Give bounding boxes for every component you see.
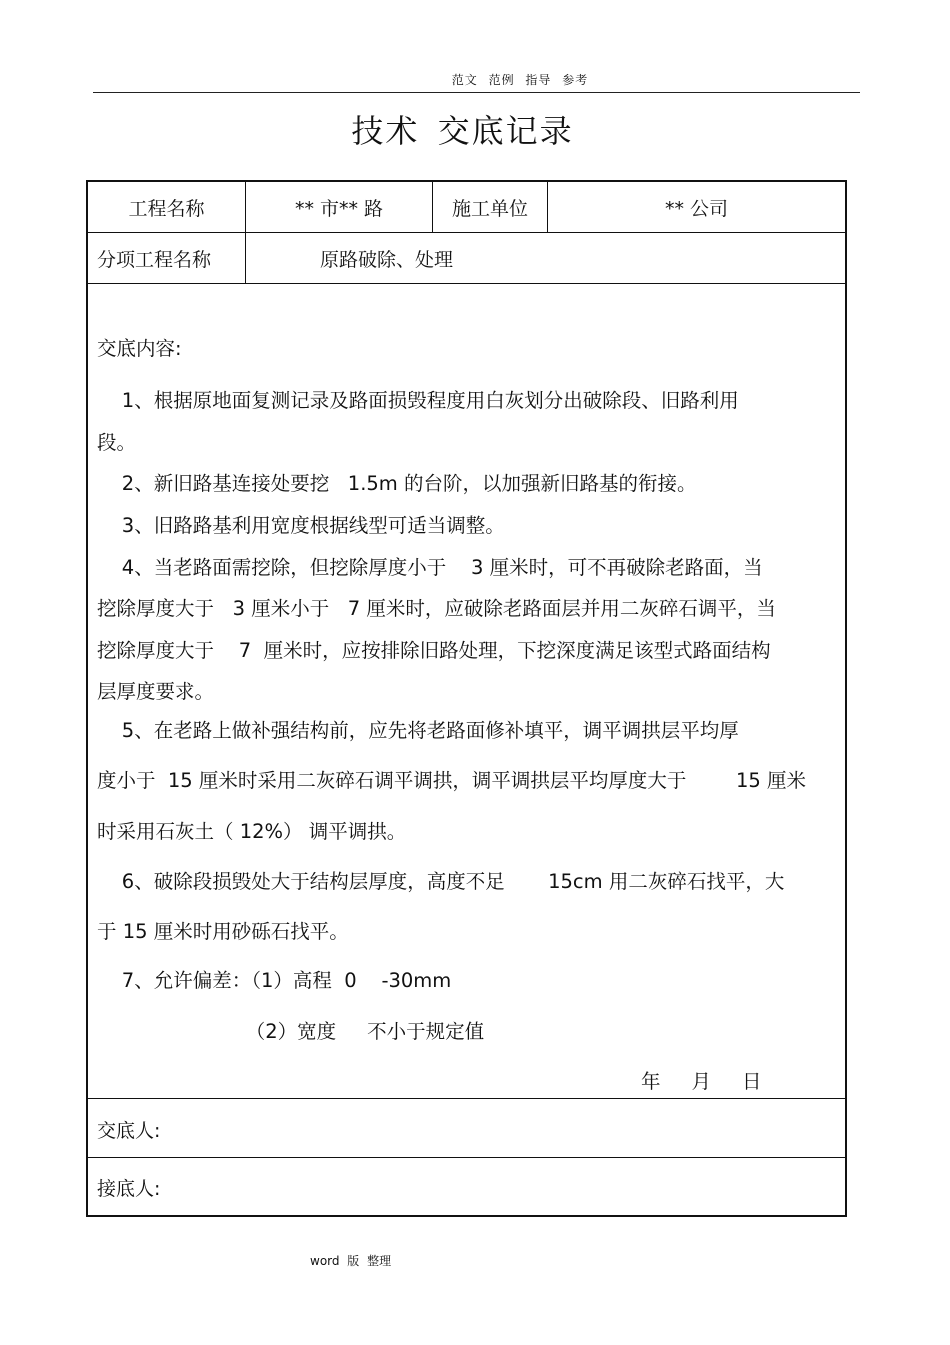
date-line: 年 月 日 [641,1070,762,1093]
row-divider [88,1098,845,1099]
document-title: 技术 交底记录 [351,112,574,150]
content-line: 层厚度要求。 [97,680,215,703]
header-divider [93,92,860,93]
construction-unit-label: 施工单位 [451,197,528,220]
divider [245,233,246,283]
sub-project-value: 原路破除、处理 [320,248,454,271]
content-line: 7、允许偏差：（1）高程 0 -30mm [97,969,452,992]
content-heading: 交底内容: [97,337,182,360]
receiver-label: 接底人: [97,1178,161,1200]
project-name-value: ** 市** 路 [294,197,384,220]
content-line: 5、在老路上做补强结构前，应先将老路面修补填平，调平调拱层平均厚 [97,719,739,742]
content-line: （2）宽度 不小于规定值 [97,1020,485,1043]
row-divider [88,1157,845,1158]
content-line: 1、根据原地面复测记录及路面损毁程度用白灰划分出破除段、旧路利用 [97,389,739,412]
content-line: 于 15 厘米时用砂砾石找平。 [97,920,349,943]
page-header: 范文 范例 指导 参考 [451,73,589,87]
content-line: 段。 [97,431,137,454]
content-line: 度小于 15 厘米时采用二灰碎石调平调拱，调平调拱层平均厚度大于 15 厘米 [97,769,807,792]
content-line: 2、新旧路基连接处要挖 1.5m 的台阶，以加强新旧路基的衔接。 [97,472,697,495]
project-name-label: 工程名称 [128,197,205,220]
construction-unit-value: ** 公司 [664,197,729,220]
disclosure-content [88,283,845,1098]
content-line: 挖除厚度大于 7 厘米时，应按排除旧路处理，下挖深度满足该型式路面结构 [97,639,771,662]
content-line: 时采用石灰土（ 12%） 调平调拱。 [97,820,407,843]
handover-person-label: 交底人: [97,1120,161,1142]
content-line: 6、破除段损毁处大于结构层厚度，高度不足 15cm 用二灰碎石找平，大 [97,870,785,893]
content-line: 挖除厚度大于 3 厘米小于 7 厘米时，应破除老路面层并用二灰碎石调平，当 [97,597,776,620]
page-footer: word 版 整理 [310,1254,392,1268]
content-line: 3、旧路路基利用宽度根据线型可适当调整。 [97,514,505,537]
disclosure-form [86,180,847,1217]
sub-project-label: 分项工程名称 [97,248,212,271]
content-line: 4、当老路面需挖除，但挖除厚度小于 3 厘米时，可不再破除老路面，当 [97,556,763,579]
